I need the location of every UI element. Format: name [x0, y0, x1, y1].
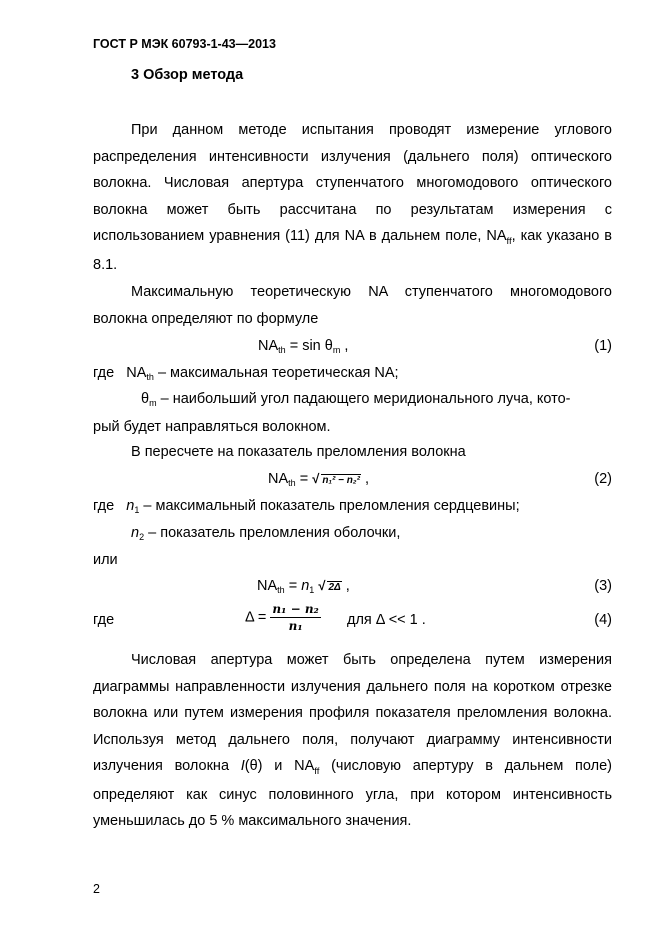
- paragraph-theoretical-na: Максимальную теоретическую NA ступенчатого многомодового волокна определяют по формуле: [93, 284, 612, 327]
- where-clause-1-theta: $\theta_m$ – наибольший угол падающего меридионального луча, кото- рый будет направляться волокном.: [93, 391, 571, 435]
- document-header: ГОСТ Р МЭК 60793-1-43—2013: [93, 37, 276, 51]
- equation-4-number: (4): [594, 612, 612, 628]
- paragraph-refraction: В пересчете на показатель преломления волокна: [131, 444, 466, 460]
- equation-1: $NA_{th} = \sin \theta_m$ ,: [258, 338, 349, 355]
- equation-4-label: где: [93, 612, 115, 628]
- equation-4: Δ = $\frac{\text{n₁ − n₂}}{\text{n₁}}$: [245, 602, 319, 633]
- equation-3: $NA_{th} = n_1$ √ 2Δ ,: [257, 578, 350, 595]
- equation-4-condition: для Δ << 1 .: [347, 612, 426, 628]
- where-clause-1: где $NA_{th}$ – максимальная теоретическая NA;: [93, 365, 399, 382]
- paragraph-numerical-aperture: Числовая апертура может быть определена путем измерения диаграммы направленности излучения дальнего поля на коротком отрезке волокна или путем измерения профиля показателя преломления волокна. Используя метод дальнего поля, получают диаграмму интенсивности излучения волокна I(θ) и $NA_{ff}$ (числовую апертуру в дальнем поле) определяют как синус половинного угла, при котором интенсивность уменьшилась до 5 % максимального значения.: [93, 652, 612, 829]
- fraction: $\frac{\text{n₁ − n₂}}{\text{n₁}}$: [272, 602, 319, 633]
- paragraph-method-overview: При данном методе испытания проводят измерение углового распределения интенсивности излучения (дальнего поля) оптического волокна. Числовая апертура ступенчатого многомодового оптического волокна может быть рассчитана по результатам измерения с использованием уравнения (11) для NA в дальнем поле, $NA_{ff}$, как указано в 8.1.: [93, 122, 612, 273]
- equation-2-number: (2): [594, 471, 612, 487]
- section-title: 3 Обзор метода: [131, 67, 244, 83]
- or-text: или: [93, 552, 118, 568]
- radical-icon: √: [318, 578, 326, 593]
- where-clause-2-n1: где $n_1$ – максимальный показатель преломления сердцевины;: [93, 498, 520, 515]
- radical-icon: √: [312, 471, 320, 486]
- equation-3-number: (3): [594, 578, 612, 594]
- equation-1-number: (1): [594, 338, 612, 354]
- page-number: 2: [93, 882, 100, 896]
- where-clause-2-n2: $n_2$ – показатель преломления оболочки,: [131, 525, 401, 542]
- equation-2: $NA_{th}$ = √ n₁² − n₂² ,: [268, 471, 370, 488]
